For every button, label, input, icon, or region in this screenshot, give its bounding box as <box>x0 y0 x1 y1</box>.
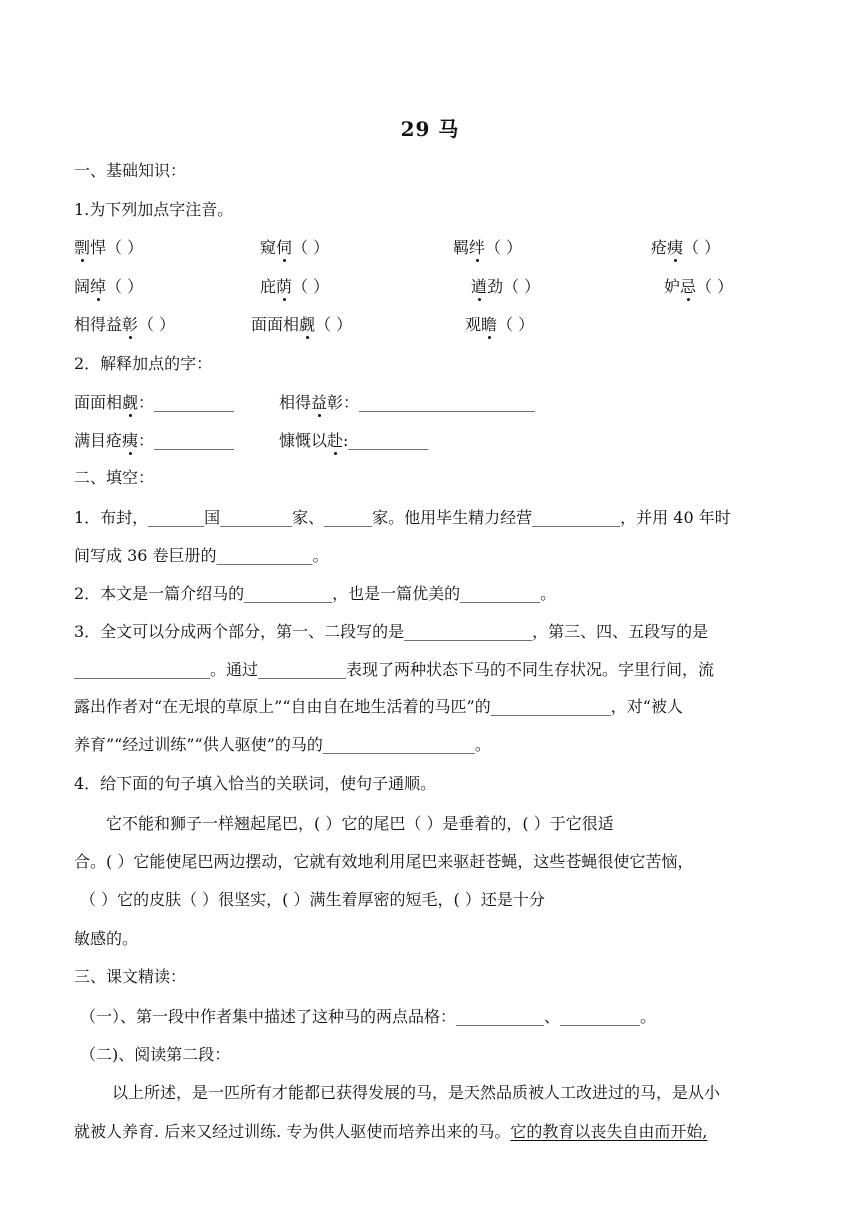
section-heading-fill: 二、填空： <box>74 468 155 487</box>
fill-question-3-cont: 露出作者对“在无垠的草原上”“自由自在地生活着的马匹”的_______________，对“被人 <box>74 697 683 716</box>
explain-item: 相得益彰：______________________ <box>279 393 536 412</box>
reading-question-1: （一）、第一段中作者集中描述了这种马的两点品格：___________、__________。 <box>80 1007 657 1026</box>
pinyin-item: 疮痍（ ） <box>651 238 721 257</box>
reading-part-2-heading: （二)、阅读第二段： <box>80 1045 231 1064</box>
conjunction-sentence-cont: （ ）它的皮肤（ ）很坚实，( ）满生着厚密的短毛，( ）还是十分 <box>80 890 545 909</box>
fill-question-1-cont: 间写成 36 卷巨册的____________。 <box>74 546 329 565</box>
page-title: 29 马 <box>400 117 460 141</box>
question-1-prompt: 1.为下列加点字注音。 <box>74 200 234 219</box>
pinyin-item: 遒劲（ ） <box>471 277 541 296</box>
pinyin-item: 羁绊（ ） <box>453 238 523 257</box>
fill-question-1: 1．布封，_______国_________家、______家。他用毕生精力经营___________，并用 40 年时 <box>74 508 731 527</box>
section-heading-basics: 一、基础知识： <box>74 161 187 180</box>
pinyin-item: 庇荫（ ） <box>260 277 330 296</box>
fill-question-2: 2．本文是一篇介绍马的___________，也是一篇优美的__________。 <box>74 584 557 603</box>
pinyin-item: 妒忌（ ） <box>664 277 734 296</box>
explain-item: 满目疮痍：__________ <box>74 431 235 450</box>
passage-line: 以上所述，是一匹所有才能都已获得发展的马，是天然品质被人工改进过的马，是从小 <box>112 1083 721 1102</box>
pinyin-item: 观瞻（ ） <box>465 315 535 334</box>
explain-item: 慷慨以赴:__________ <box>279 431 429 450</box>
explain-item: 面面相觑：__________ <box>74 393 235 412</box>
fill-question-3-cont: _________________。通过___________表现了两种状态下马的不同生存状况。字里行间，流 <box>74 660 715 679</box>
pinyin-item: 阔绰（ ） <box>74 277 144 296</box>
pinyin-item: 面面相觑（ ） <box>251 315 353 334</box>
fill-question-3-cont: 养育”“经过训练”“供人驱使”的马的___________________。 <box>74 735 491 754</box>
pinyin-item: 剽悍（ ） <box>74 238 144 257</box>
pinyin-item: 相得益彰（ ） <box>74 315 176 334</box>
underlined-sentence: 它的教育以丧失自由而开始, <box>510 1122 708 1141</box>
conjunction-sentence-cont: 合。( ）它能使尾巴两边摆动，它就有效地利用尾巴来驱赶苍蝇，这些苍蝇很使它苦恼， <box>74 852 694 871</box>
conjunction-sentence-cont: 敏感的。 <box>74 929 139 948</box>
fill-question-3: 3．全文可以分成两个部分，第一、二段写的是________________，第三、四、五段写的是 <box>74 622 709 641</box>
section-heading-reading: 三、课文精读： <box>74 967 187 986</box>
passage-line: 就被人养育. 后来又经过训练. 专为供人驱使而培养出来的马。它的教育以丧失自由而开始, <box>74 1122 708 1141</box>
question-2-prompt: 2．解释加点的字： <box>74 354 213 373</box>
conjunction-sentence: 它不能和狮子一样翘起尾巴，( ）它的尾巴（ ）是垂着的，( ）于它很适 <box>106 814 614 833</box>
pinyin-item: 窥伺（ ） <box>260 238 330 257</box>
fill-question-4: 4．给下面的句子填入恰当的关联词，使句子通顺。 <box>74 774 437 793</box>
